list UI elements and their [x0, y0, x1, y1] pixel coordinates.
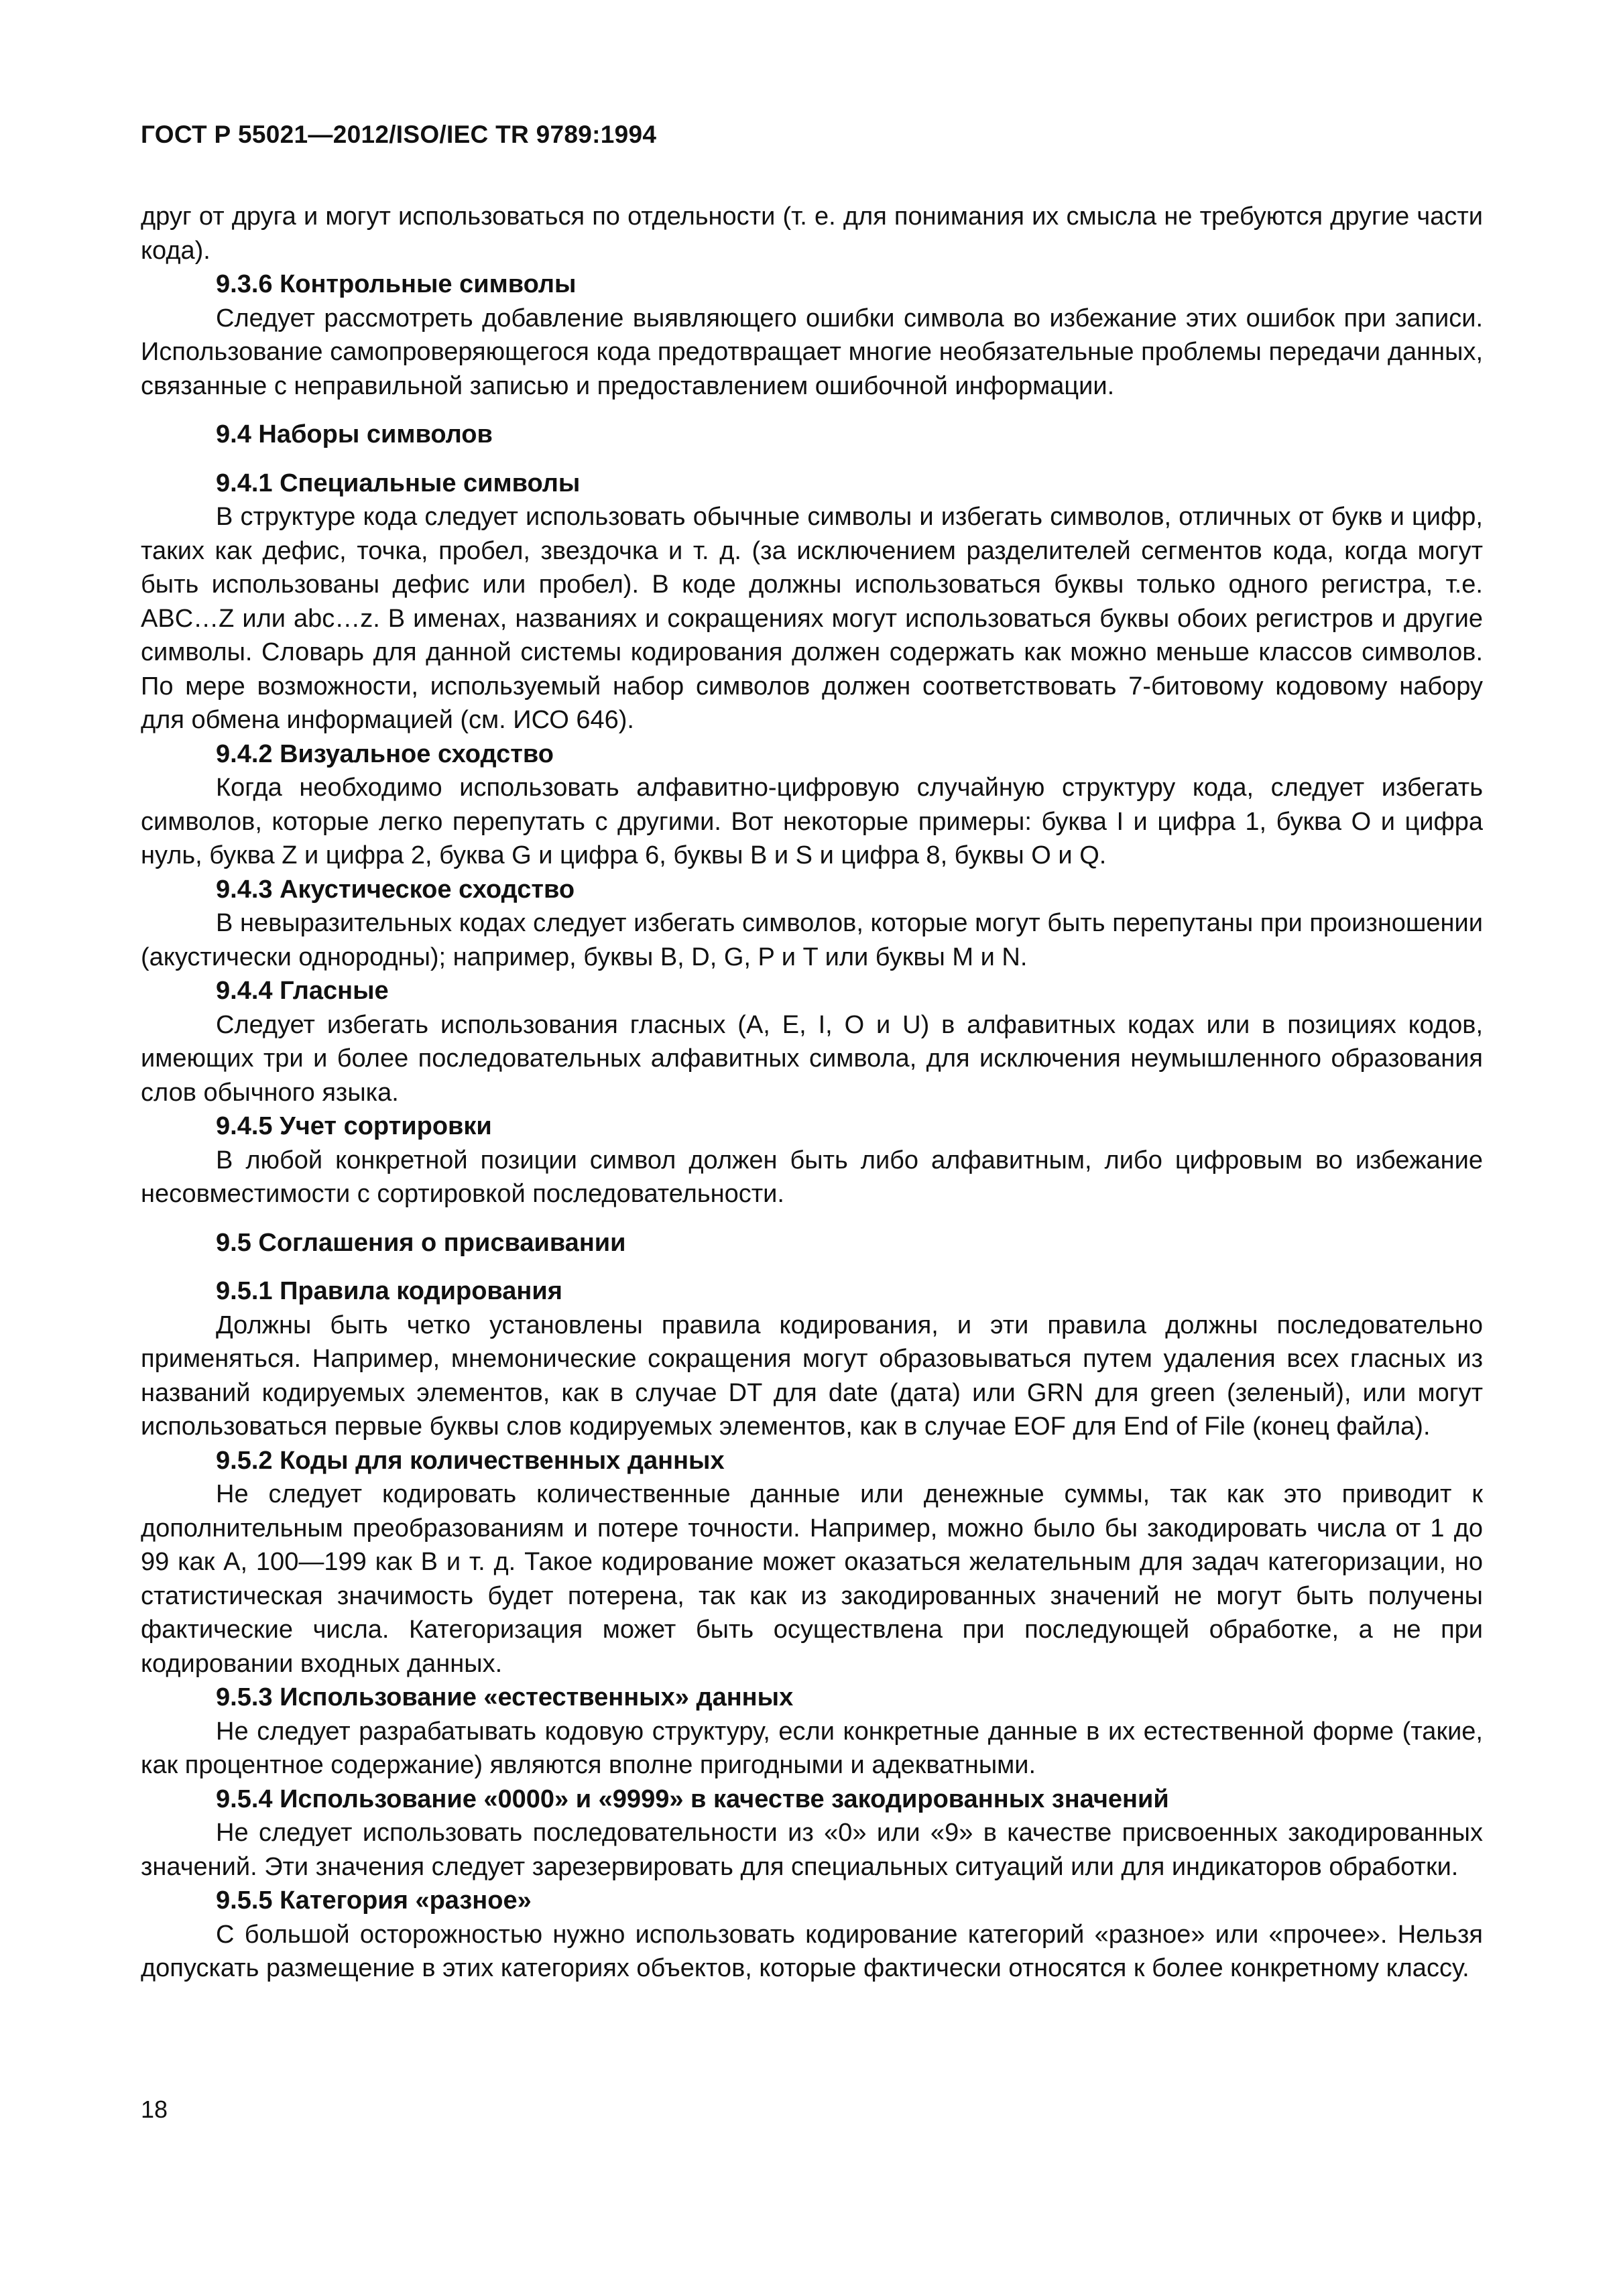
- paragraph-9-4-5: В любой конкретной позиции символ должен быть либо алфавитным, либо цифровым во избежание несовместимости с сортировкой последовательности.: [141, 1146, 1483, 1208]
- heading-9-3-6: 9.3.6 Контрольные символы: [216, 270, 577, 298]
- paragraph-9-4-3: В невыразительных кодах следует избегать символов, которые могут быть перепутаны при произношении (акустически однородны); например, буквы B, D, G, P и T или буквы M и N.: [141, 909, 1483, 971]
- heading-9-4-2: 9.4.2 Визуальное сходство: [216, 739, 554, 768]
- heading-9-4-1: 9.4.1 Специальные символы: [216, 469, 581, 497]
- paragraph-9-5-2: Не следует кодировать количественные данные или денежные суммы, так как это приводит к дополнительным преобразованиям и потере точности. Например, можно было бы закодировать числа от 1 до 99 как A, 100—199 как B и т. д. Такое кодирование может оказаться желательным для задач категоризации, но статистическая значимость будет потерена, так как из закодированных значений не могут быть получены фактические числа. Категоризация может быть осуществлена при последующей обработке, а не при кодировании входных данных.: [141, 1480, 1483, 1678]
- page-number: 18: [141, 2096, 168, 2123]
- heading-9-4: 9.4 Наборы символов: [216, 420, 493, 448]
- paragraph-9-3-6: Следует рассмотреть добавление выявляющего ошибки символа во избежание этих ошибок при записи. Использование самопроверяющегося кода предотвращает многие необязательные проблемы передачи данных, связанные с неправильной записью и предоставлением ошибочной информации.: [141, 304, 1483, 400]
- paragraph-9-4-1: В структуре кода следует использовать обычные символы и избегать символов, отличных от букв и цифр, таких как дефис, точка, пробел, звездочка и т. д. (за исключением разделителей сегментов кода, когда могут быть использованы дефис или пробел). В коде должны использоваться буквы только одного регистра, т.е. ABC…Z или abc…z. В именах, названиях и сокращениях могут использоваться буквы обоих регистров и другие символы. Словарь для данной системы кодирования должен содержать как можно меньше классов символов. По мере возможности, используемый набор символов должен соответствовать 7-битовому кодовому набору для обмена информацией (см. ИСО 646).: [141, 503, 1483, 734]
- paragraph-9-5-5: С большой осторожностью нужно использовать кодирование категорий «разное» или «прочее». Нельзя допускать размещение в этих категориях объектов, которые фактически относятся к более конкретному классу.: [141, 1920, 1483, 1982]
- paragraph-9-4-4: Следует избегать использования гласных (A, E, I, O и U) в алфавитных кодах или в позициях кодов, имеющих три и более последовательных алфавитных символа, для исключения неумышленного образования слов обычного языка.: [141, 1010, 1483, 1107]
- heading-9-5-3: 9.5.3 Использование «естественных» данных: [216, 1683, 794, 1711]
- heading-9-5: 9.5 Соглашения о присваивании: [216, 1228, 626, 1257]
- paragraph-9-5-4: Не следует использовать последовательности из «0» или «9» в качестве присвоенных закодированных значений. Эти значения следует зарезервировать для специальных ситуаций или для индикаторов обработки.: [141, 1819, 1483, 1881]
- page-body: [141, 200, 1483, 1986]
- heading-9-5-1: 9.5.1 Правила кодирования: [216, 1277, 562, 1305]
- heading-9-4-4: 9.4.4 Гласные: [216, 977, 389, 1005]
- paragraph-9-4-2: Когда необходимо использовать алфавитно-цифровую случайную структуру кода, следует избегать символов, которые легко перепутать с другими. Вот некоторые примеры: буква I и цифра 1, буква O и цифра нуль, буква Z и цифра 2, буква G и цифра 6, буквы B и S и цифра 8, буквы O и Q.: [141, 774, 1483, 869]
- heading-9-5-4: 9.5.4 Использование «0000» и «9999» в качестве закодированных значений: [216, 1785, 1169, 1813]
- paragraph-9-5-1: Должны быть четко установлены правила кодирования, и эти правила должны последовательно применяться. Например, мнемонические сокращения могут образовываться путем удаления всех гласных из названий кодируемых элементов, как в случае DT для date (дата) или GRN для green (зеленый), или могут использоваться первые буквы слов кодируемых элементов, как в случае EOF для End of File (конец файла).: [141, 1311, 1483, 1441]
- paragraph-9-5-3: Не следует разрабатывать кодовую структуру, если конкретные данные в их естественной форме (такие, как процентное содержание) являются вполне пригодными и адекватными.: [141, 1717, 1483, 1779]
- paragraph-continuation: друг от друга и могут использоваться по отдельности (т. е. для понимания их смысла не требуются другие части кода).: [141, 202, 1483, 265]
- standard-header: ГОСТ Р 55021—2012/ISO/IEC TR 9789:1994: [141, 121, 657, 148]
- heading-9-5-5: 9.5.5 Категория «разное»: [216, 1886, 532, 1915]
- heading-9-4-3: 9.4.3 Акустическое сходство: [216, 875, 575, 904]
- heading-9-5-2: 9.5.2 Коды для количественных данных: [216, 1446, 725, 1475]
- heading-9-4-5: 9.4.5 Учет сортировки: [216, 1112, 492, 1140]
